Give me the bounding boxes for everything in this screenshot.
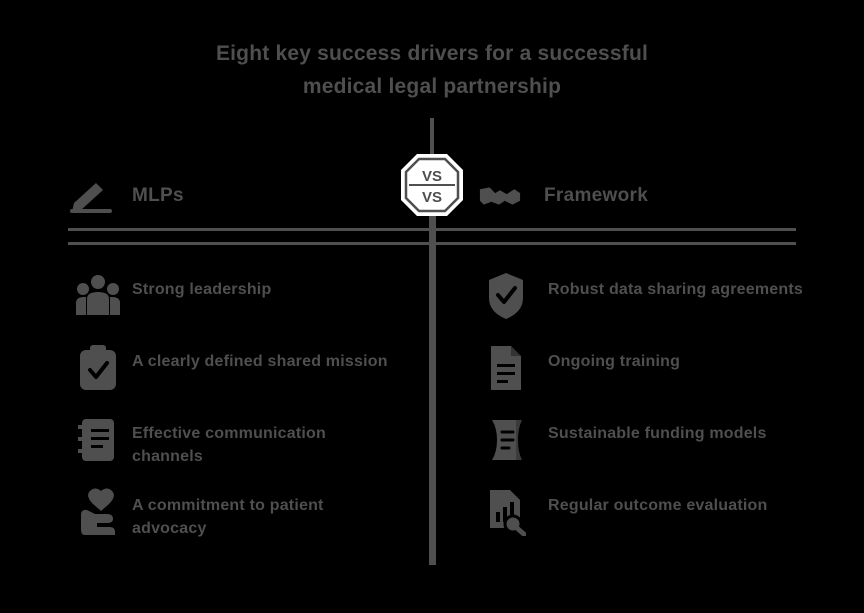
list-item [70,338,400,410]
handshake-icon [478,178,522,214]
right-column-header [478,178,648,214]
chart-search-icon [478,482,534,542]
divider-rule-bottom [68,242,796,245]
left-header-label: MLPs [132,185,184,206]
notebook-list-icon [70,410,126,470]
list-item-label: Ongoing training [548,353,681,370]
list-item [478,482,808,554]
vs-badge-text-bottom: VS [421,189,443,206]
left-column-header [70,178,184,214]
scroll-pen-icon [478,410,534,470]
list-item [70,410,400,482]
list-item-label: Effective communication channels [132,425,326,466]
page-title [182,38,682,103]
vs-badge-text-top: VS [421,168,443,185]
list-item [478,338,808,410]
list-item-label: Regular outcome evaluation [548,497,768,514]
list-item [478,266,808,338]
list-item-label: Strong leadership [132,281,272,298]
page-title-line-2: medical legal partnership [302,74,562,98]
list-item-label: Sustainable funding models [548,425,767,442]
right-header-label: Framework [544,185,649,206]
list-item-label: A commitment to patient advocacy [132,497,324,538]
list-item-label: Robust data sharing agreements [548,281,803,298]
hand-heart-icon [70,482,126,542]
people-group-icon [70,266,126,326]
page-title-line-1: Eight key success drivers for a successful [215,42,649,65]
list-item [478,410,808,482]
pen-writing-icon [70,178,114,214]
clipboard-check-icon [70,338,126,398]
shield-check-icon [478,266,534,326]
document-icon [478,338,534,398]
divider-rule-top [68,228,796,231]
left-column [70,266,400,554]
list-item [70,482,400,554]
center-connector-bottom [429,205,436,565]
list-item-label: A clearly defined shared mission [132,353,388,370]
vs-badge [397,150,467,220]
list-item [70,266,400,338]
right-column [478,266,808,554]
